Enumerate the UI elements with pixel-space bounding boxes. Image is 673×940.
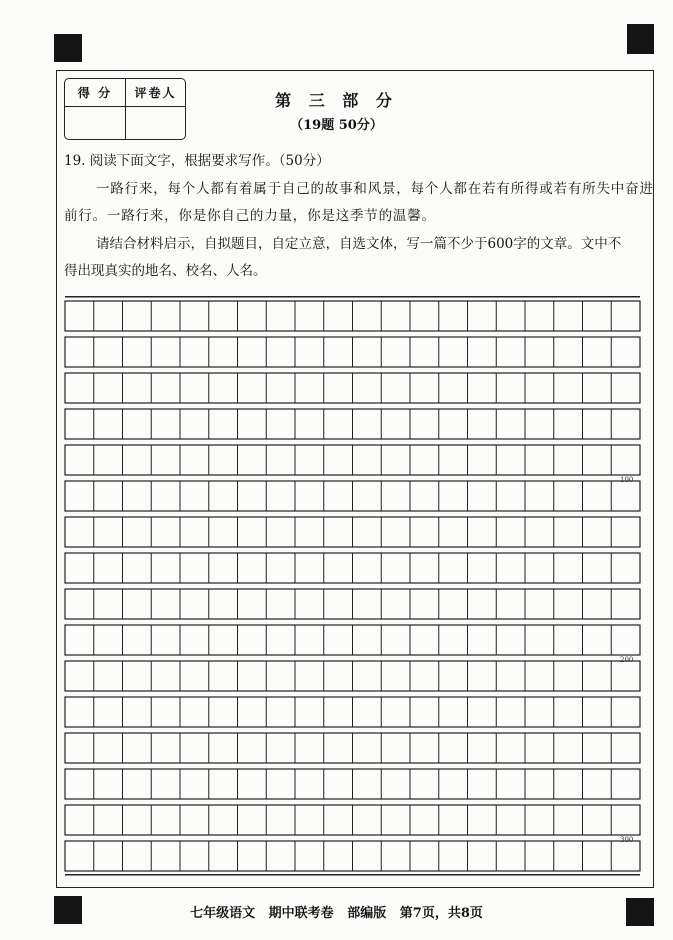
grid-row[interactable]: [65, 553, 640, 583]
material-text-line-2: 前行。一路行来，你是你自己的力量，你是这季节的温馨。: [64, 208, 436, 224]
grid-top-border: [65, 296, 640, 298]
word-count-mark-200: 200: [620, 656, 634, 664]
grid-row[interactable]: [65, 301, 640, 331]
grid-row[interactable]: [65, 337, 640, 367]
grid-row[interactable]: [65, 697, 640, 727]
grid-row[interactable]: [65, 445, 640, 475]
grid-row[interactable]: [65, 769, 640, 799]
part-title: 第 三 部 分: [275, 91, 398, 110]
grader-header: 评卷人: [126, 79, 185, 107]
requirement-text-line-2: 得出现真实的地名、校名、人名。: [64, 263, 267, 279]
grid-row[interactable]: [65, 589, 640, 619]
grid-row[interactable]: [65, 661, 640, 691]
grid-row[interactable]: [65, 373, 640, 403]
material-text-line-1: 一路行来，每个人都有着属于自己的故事和风景，每个人都在若有所得或若有所失中奋进: [96, 181, 654, 197]
grid-row[interactable]: [65, 805, 640, 835]
page-footer: 七年级语文 期中联考卷 部编版 第7页，共8页: [190, 906, 483, 921]
grid-row[interactable]: [65, 481, 640, 511]
word-count-mark-300: 300: [620, 836, 634, 844]
requirement-text-line-1: 请结合材料启示，自拟题目，自定立意，自选文体，写一篇不少于600字的文章。文中不: [96, 236, 622, 252]
grid-row[interactable]: [65, 517, 640, 547]
part-subtitle: （19题 50分）: [290, 118, 383, 133]
grid-row[interactable]: [65, 409, 640, 439]
question-prompt: 19. 阅读下面文字，根据要求写作。（50分）: [64, 153, 330, 169]
grid-row[interactable]: [65, 625, 640, 655]
word-count-mark-100: 100: [620, 476, 634, 484]
grid-bottom-border: [65, 874, 640, 876]
score-header: 得 分: [65, 79, 126, 107]
grid-row[interactable]: [65, 733, 640, 763]
grid-row[interactable]: [65, 841, 640, 871]
